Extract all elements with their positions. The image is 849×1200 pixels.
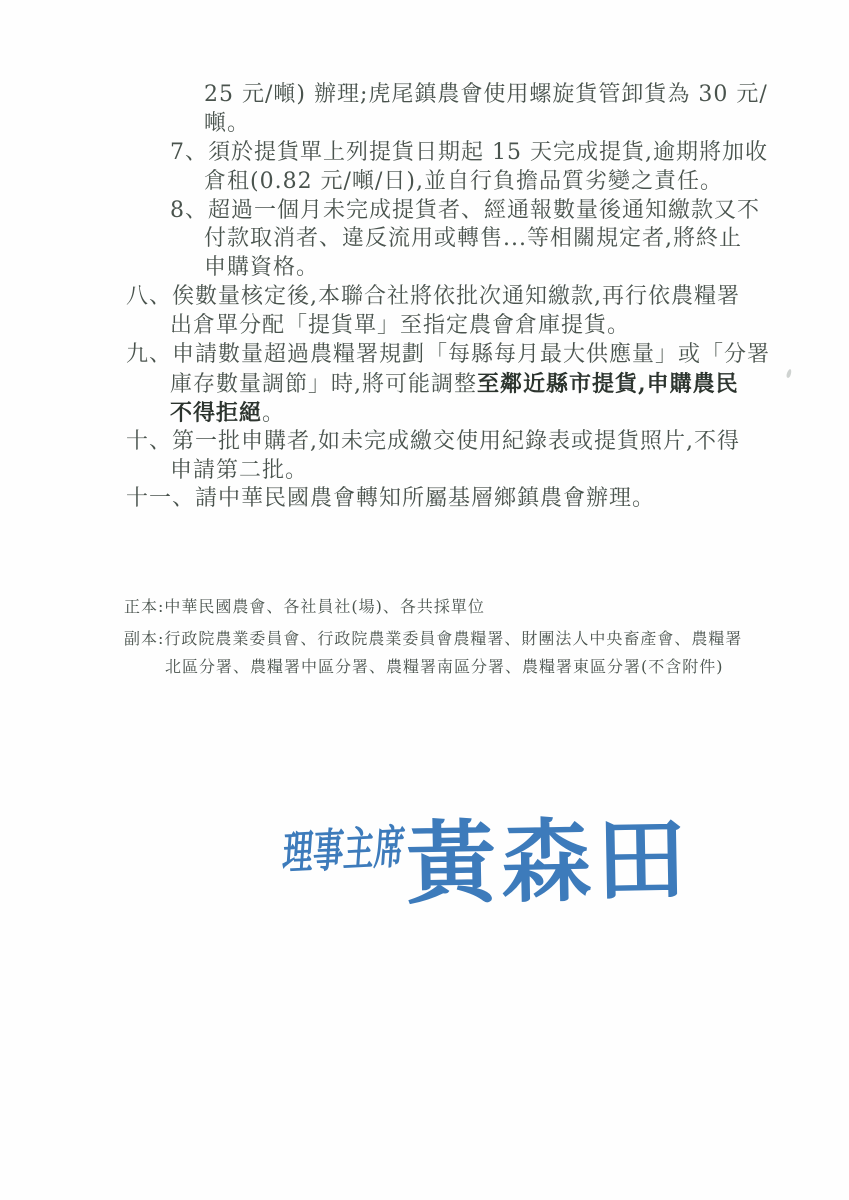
body-line-12 (0, 399, 849, 428)
body-line-6 (0, 225, 849, 254)
body-line-14 (0, 457, 849, 486)
body-line-text: 十一、請中華民國農會轉知所屬基層鄉鎮農會辦理。 (126, 486, 656, 512)
body-line-5-clause-8 (0, 197, 849, 226)
signature-title: 理事主席 (280, 819, 407, 880)
body-line-text: 八、俟數量核定後,本聯合社將依批次通知繳款,再行依農糧署 (126, 284, 740, 310)
body-line-13-clause-shi (0, 428, 849, 457)
chairman-signature-stamp (0, 785, 849, 925)
body-line-text: 。 (262, 400, 286, 426)
body-line-text: 7、須於提貨單上列提貨日期起 15 天完成提貨,逾期將加收 (170, 139, 768, 165)
body-line-text: 噸。 (204, 110, 251, 136)
body-line-text: 庫存數量調節」時,將可能調整 (170, 371, 477, 397)
signature-name: 黃森田 (405, 806, 693, 918)
body-line-text: 8、超過一個月未完成提貨者、經通報數量後通知繳款又不 (170, 197, 760, 223)
body-line-4 (0, 168, 849, 197)
copy-recipients-line-1 (0, 625, 849, 653)
document-body (0, 81, 849, 514)
body-line-3-clause-7 (0, 139, 849, 168)
body-line-text: 十、第一批申購者,如未完成繳交使用紀錄表或提貨照片,不得 (126, 428, 740, 454)
body-line-text: 倉租(0.82 元/噸/日),並自行負擔品質劣變之責任。 (204, 168, 723, 194)
body-line-text: 申購資格。 (204, 255, 320, 281)
body-line-11 (0, 370, 849, 399)
body-line-2 (0, 110, 849, 139)
body-line-text: 九、申請數量超過農糧署規劃「每縣每月最大供應量」或「分署 (126, 342, 771, 368)
original-recipients-text: 正本:中華民國農會、各社員社(場)、各共採單位 (124, 597, 485, 616)
body-line-text: 出倉單分配「提貨單」至指定農會倉庫提貨。 (170, 313, 631, 339)
body-line-text: 申請第二批。 (170, 457, 309, 483)
copy-recipients-text: 北區分署、農糧署中區分署、農糧署南區分署、農糧署東區分署(不含附件) (165, 657, 724, 676)
body-line-1 (0, 81, 849, 110)
body-line-7 (0, 254, 849, 283)
body-line-text: 付款取消者、違反流用或轉售...等相關規定者,將終止 (204, 226, 742, 252)
body-line-text: 25 元/噸) 辦理;虎尾鎮農會使用螺旋貨管卸貨為 30 元/ (204, 82, 768, 107)
recipients-block (0, 593, 849, 681)
body-line-bold-text: 不得拒絕 (170, 399, 263, 426)
body-line-bold-text: 至鄰近縣市提貨,申購農民 (477, 370, 739, 397)
body-line-15-clause-shiyi (0, 485, 849, 514)
copy-recipients-line-2 (0, 653, 849, 681)
copy-recipients-text: 副本:行政院農業委員會、行政院農業委員會農糧署、財團法人中央畜產會、農糧署 (124, 629, 743, 648)
body-line-8-clause-ba (0, 283, 849, 312)
original-recipients-line (0, 593, 849, 621)
body-line-9 (0, 312, 849, 341)
body-line-10-clause-jiu (0, 341, 849, 370)
